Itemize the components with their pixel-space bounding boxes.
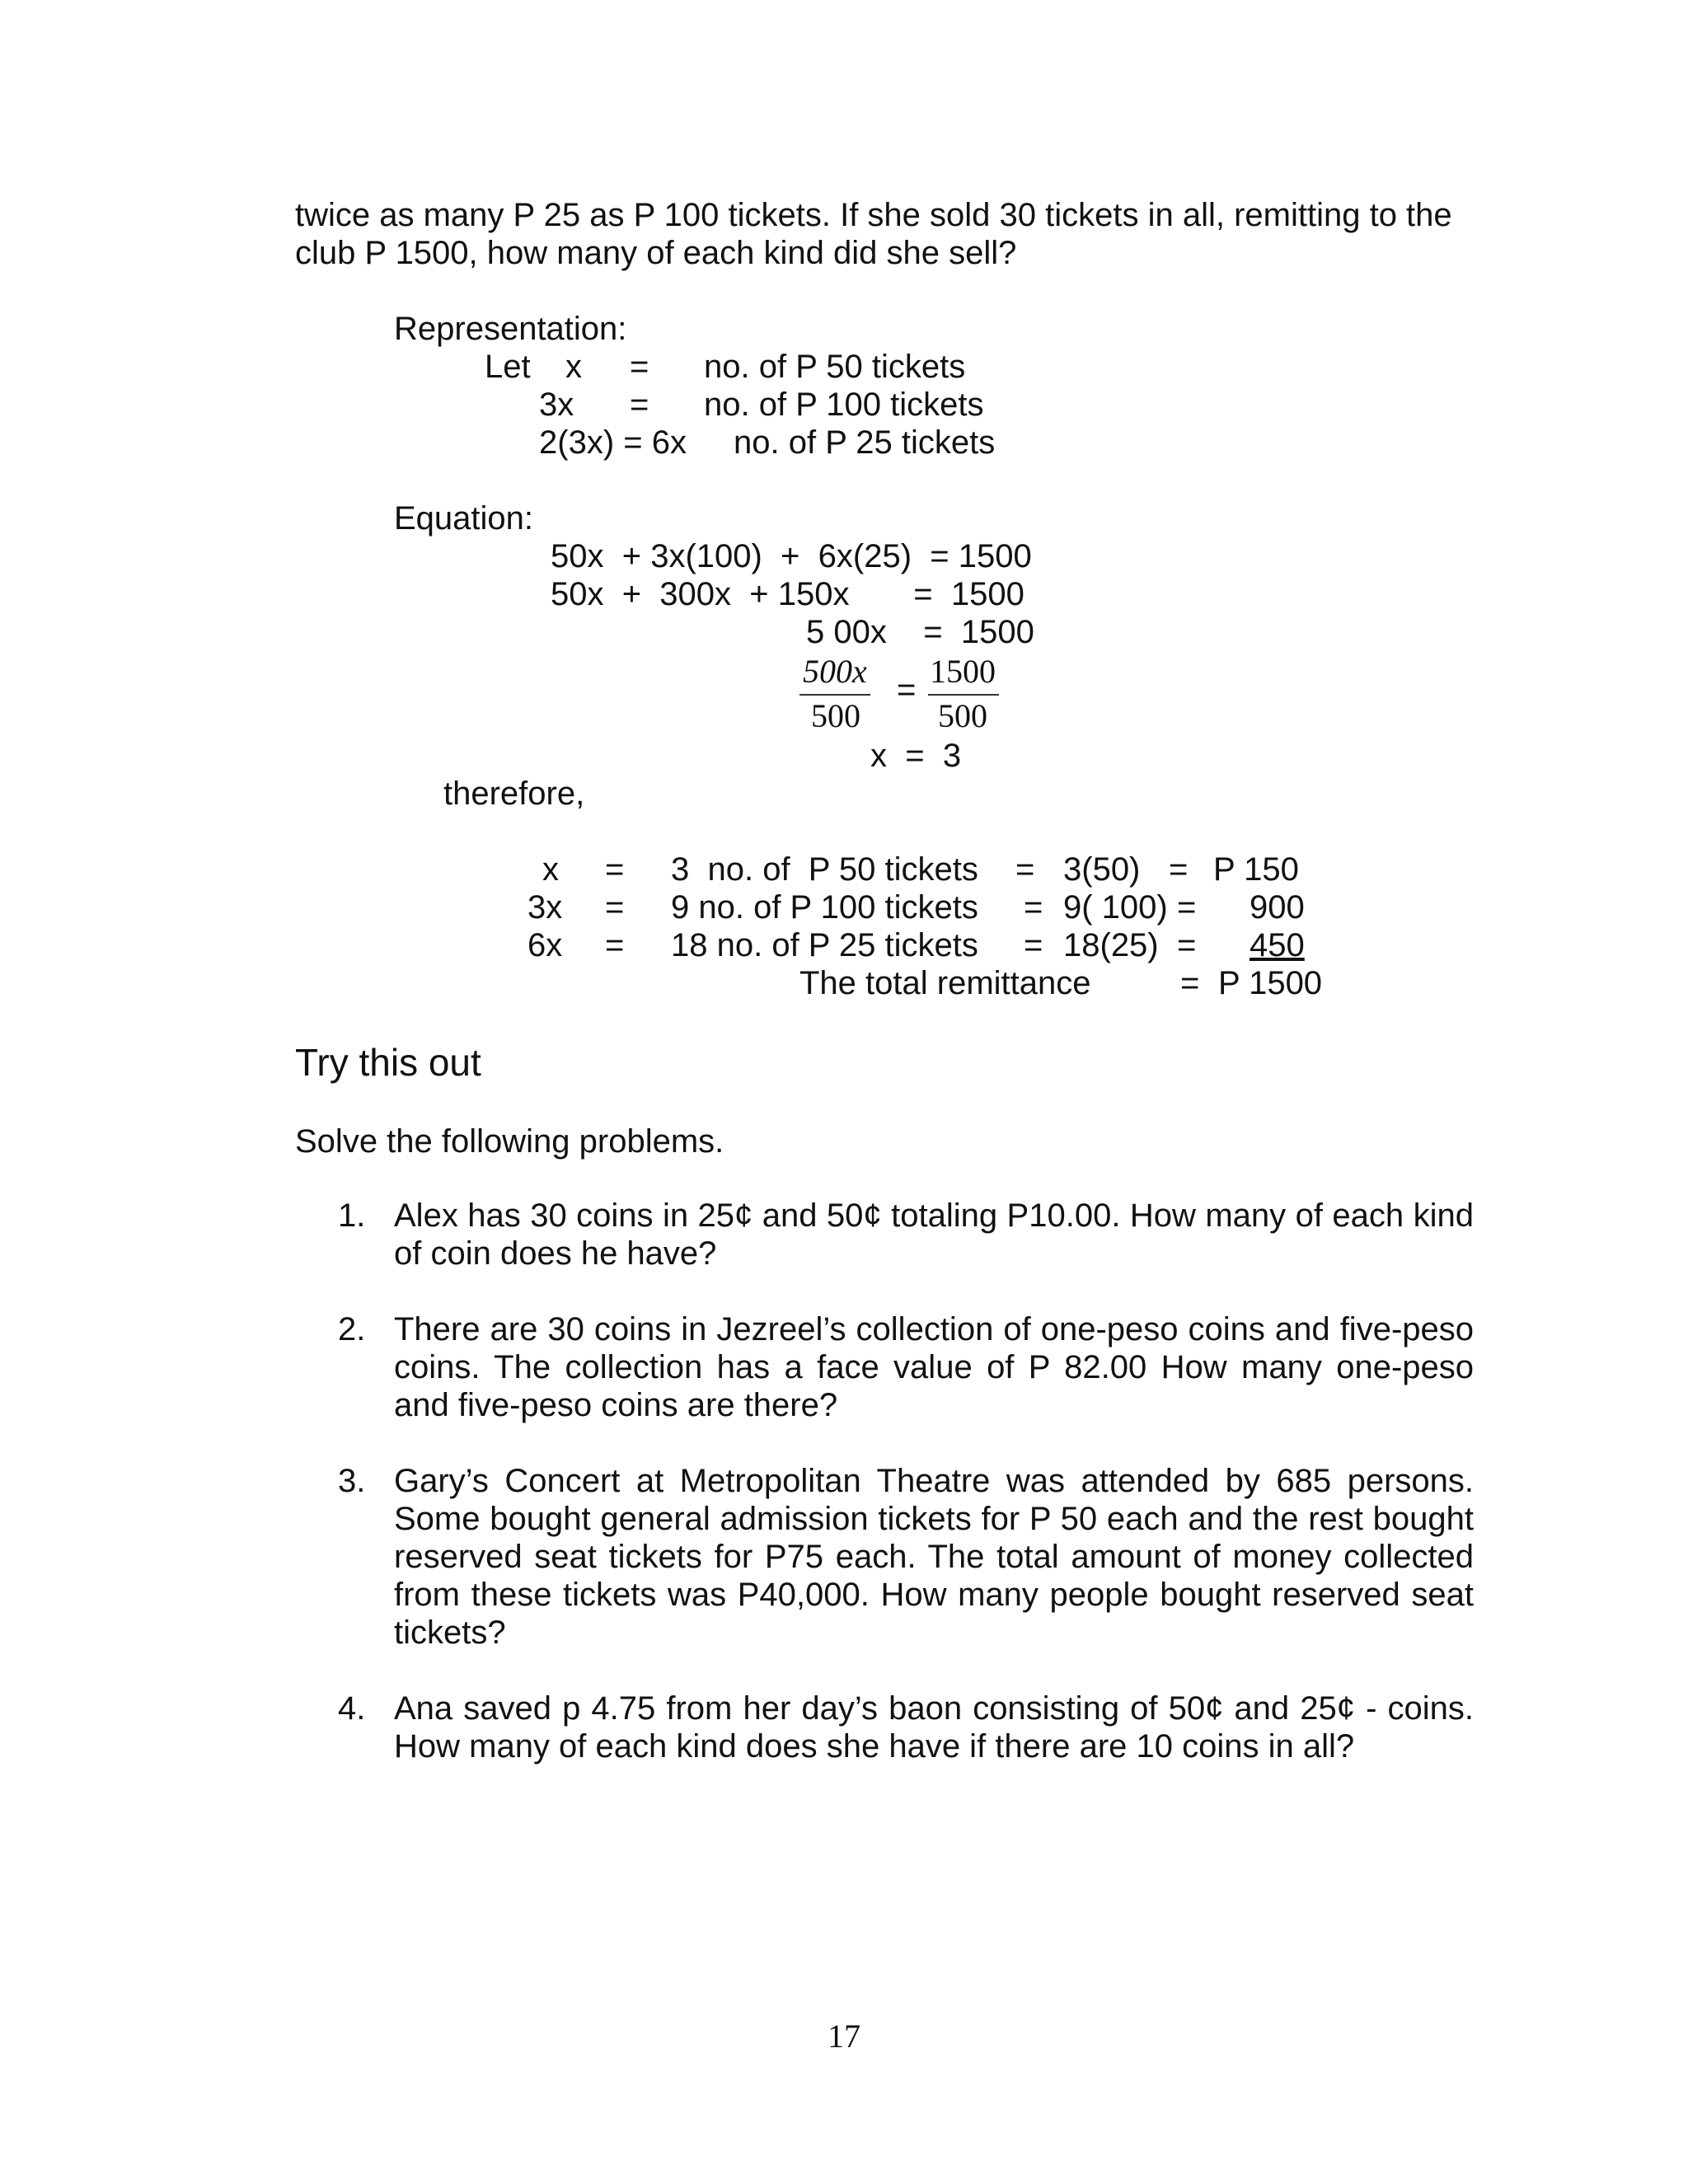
solution-eq3: =	[1169, 851, 1189, 888]
solution-eq3: =	[1177, 889, 1197, 926]
problem-item	[338, 1690, 1474, 1765]
problem-number: 1.	[338, 1197, 366, 1234]
equation-result: x = 3	[870, 738, 962, 774]
equation-label: Equation:	[394, 500, 534, 537]
problem-item	[338, 1310, 1474, 1424]
fraction-right-bar	[928, 694, 999, 696]
solution-calc: 3(50)	[1063, 851, 1141, 888]
problem-item	[338, 1197, 1474, 1272]
representation-rhs-3: no. of P 25 tickets	[734, 424, 996, 461]
representation-rhs-2: no. of P 100 tickets	[704, 387, 984, 423]
therefore-text: therefore,	[443, 776, 585, 812]
problem-text: Alex has 30 coins in 25¢ and 50¢ totaling P10.00. How many of each kind of coin does he have?	[394, 1197, 1474, 1272]
solution-desc: 9 no. of P 100 tickets	[671, 889, 978, 926]
section-heading: Try this out	[295, 1041, 481, 1084]
equation-line-2: 50x + 300x + 150x = 1500	[551, 576, 1025, 612]
solution-desc: 3 no. of P 50 tickets	[671, 851, 978, 888]
representation-eq-2: =	[630, 387, 649, 423]
solution-eq: =	[605, 851, 625, 888]
solution-eq2: =	[1024, 889, 1043, 926]
solution-var: 6x	[528, 927, 563, 963]
problem-text: There are 30 coins in Jezreel’s collection of one-peso coins and five-peso coins. The collection has a face value of P 82.00 How many one-peso and five-peso coins are there?	[394, 1311, 1474, 1423]
fraction-right-numerator: 1500	[930, 653, 996, 690]
fraction-left-numerator: 500x	[803, 653, 867, 690]
section-instruction: Solve the following problems.	[295, 1123, 724, 1160]
equation-line-3: 5 00x = 1500	[806, 614, 1034, 650]
problem-number: 4.	[338, 1690, 366, 1727]
solution-calc: 9( 100)	[1063, 889, 1168, 926]
representation-lhs-3: 2(3x) = 6x	[539, 424, 687, 461]
representation-lhs-1: x	[565, 349, 582, 385]
solution-amount: P 150	[1213, 851, 1299, 888]
total-remittance-amount: P 1500	[1218, 965, 1323, 1001]
problem-text: Gary’s Concert at Metropolitan Theatre was attended by 685 persons. Some bought general admission tickets for P 50 each and the rest bought reserved seat tickets for P75 each. The total amount of money collected from these tickets was P40,000. How many people bought reserved seat tickets?	[394, 1463, 1474, 1651]
solution-calc: 18(25)	[1063, 927, 1159, 963]
fraction-equals: =	[897, 672, 917, 708]
representation-lhs-2: 3x	[539, 387, 574, 423]
fraction-left-denominator: 500	[811, 697, 860, 734]
representation-rhs-1: no. of P 50 tickets	[704, 349, 966, 385]
problem-text: Ana saved p 4.75 from her day’s baon consisting of 50¢ and 25¢ - coins. How many of each kind does she have if there are 10 coins in all?	[394, 1690, 1474, 1765]
representation-label: Representation:	[394, 311, 627, 347]
let-keyword: Let	[485, 349, 531, 385]
solution-eq: =	[605, 889, 625, 926]
solution-amount: 900	[1250, 889, 1305, 926]
solution-var: 3x	[528, 889, 563, 926]
intro-line-1: twice as many P 25 as P 100 tickets. If she sold 30 tickets in all, remitting to the	[295, 197, 1452, 233]
problem-number: 2.	[338, 1311, 366, 1347]
problem-item	[338, 1462, 1474, 1652]
solution-eq3: =	[1177, 927, 1197, 963]
total-remittance-label: The total remittance	[799, 965, 1091, 1001]
representation-eq-1: =	[630, 349, 649, 385]
total-remittance-eq: =	[1180, 965, 1200, 1001]
solution-var: x	[542, 851, 559, 888]
page-number: 17	[828, 2018, 860, 2055]
equation-line-1: 50x + 3x(100) + 6x(25) = 1500	[551, 538, 1032, 574]
solution-eq2: =	[1015, 851, 1035, 888]
solution-desc: 18 no. of P 25 tickets	[671, 927, 978, 963]
fraction-right-denominator: 500	[938, 697, 987, 734]
solution-amount: 450	[1250, 927, 1305, 963]
solution-eq2: =	[1024, 927, 1043, 963]
intro-line-2: club P 1500, how many of each kind did she sell?	[295, 235, 1017, 271]
problem-number: 3.	[338, 1463, 366, 1499]
fraction-left-bar	[799, 694, 870, 696]
solution-eq: =	[605, 927, 625, 963]
